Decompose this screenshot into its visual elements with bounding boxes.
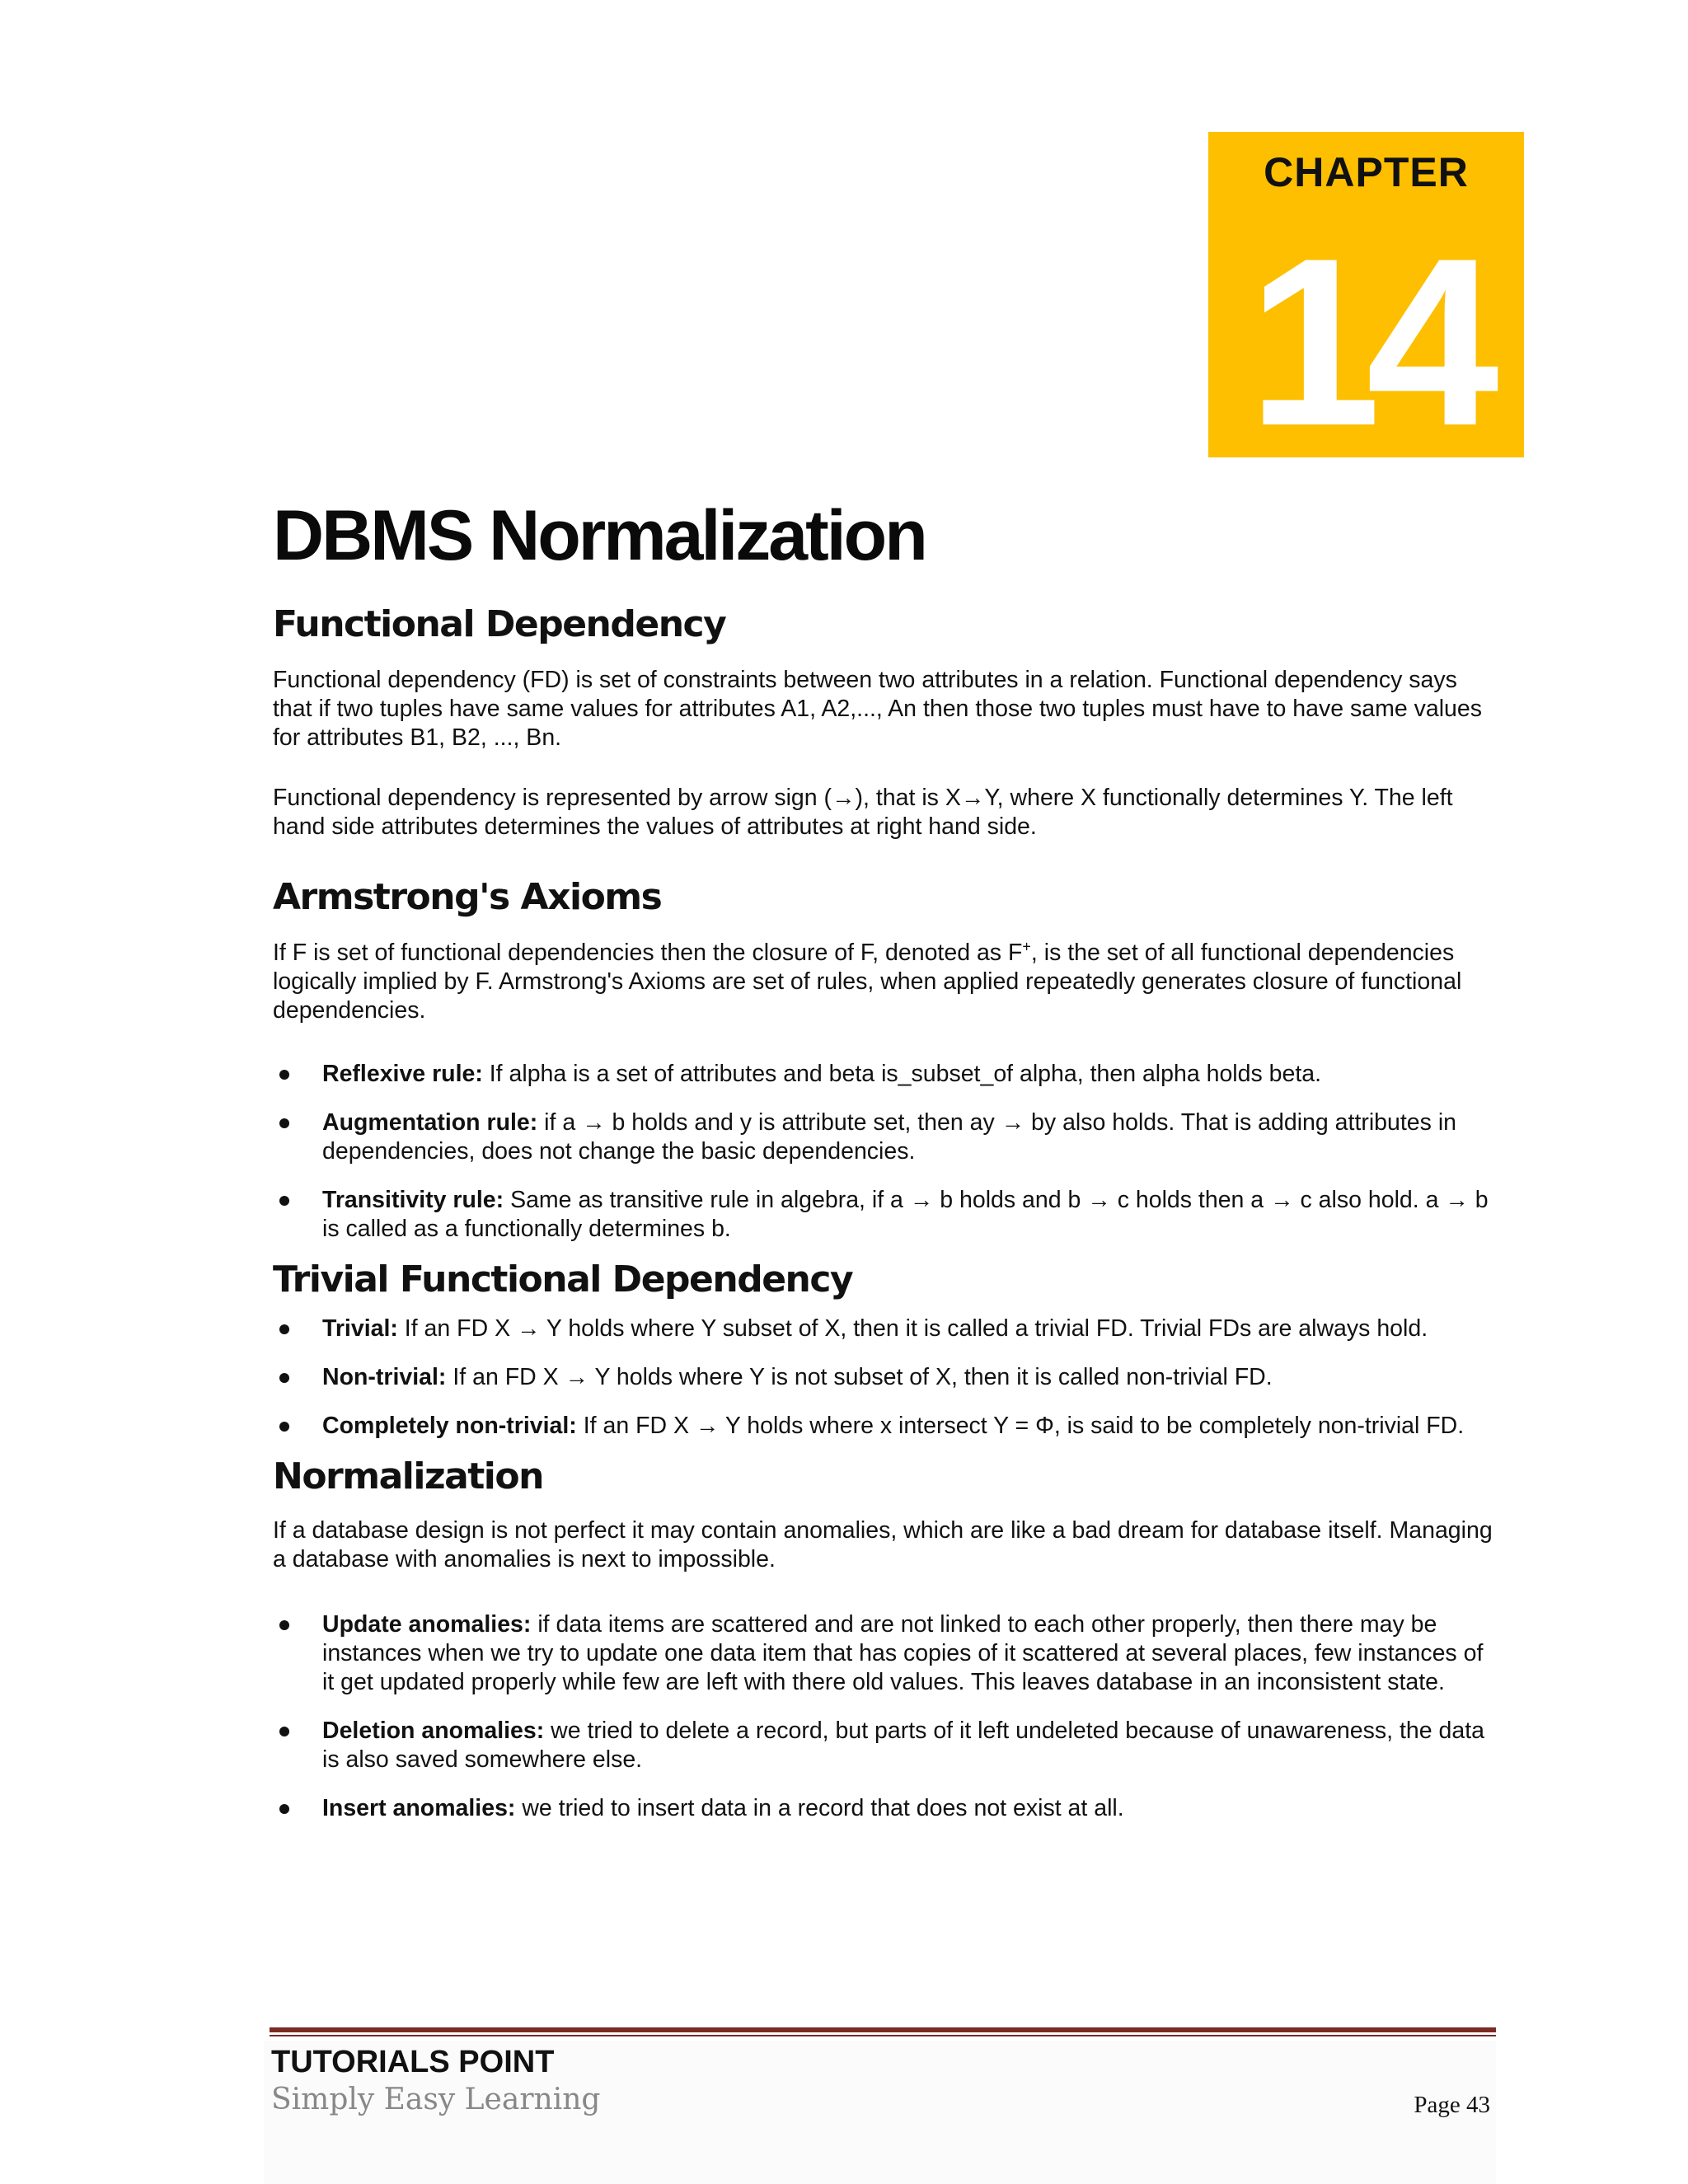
bullet-icon	[279, 1373, 289, 1383]
fd-text: If an FD X → Y holds where Y is not subset of X, then it is called non-trivial FD.	[446, 1364, 1273, 1390]
page-number: Page 43	[1414, 2092, 1490, 2118]
list-item	[273, 1315, 1493, 1343]
bullet-icon	[279, 1727, 289, 1736]
fd-term: Non-trivial:	[322, 1364, 447, 1390]
closure-superscript: +	[1022, 938, 1031, 955]
list-item	[273, 1363, 1493, 1392]
anomaly-term: Deletion anomalies:	[322, 1718, 545, 1744]
anomaly-term: Insert anomalies:	[322, 1795, 516, 1821]
fd-text: If an FD X → Y holds where x intersect Y = Φ, is said to be completely non-trivial FD.	[576, 1413, 1465, 1439]
rule-term: Augmentation rule:	[322, 1109, 538, 1136]
anomaly-term: Update anomalies:	[322, 1611, 532, 1638]
fd-paragraph-2: Functional dependency is represented by arrow sign (→), that is X→Y, where X functionally determines Y. The left hand side attributes determines the values of attributes at right hand side.	[273, 785, 1453, 840]
armstrong-rules-list	[273, 1060, 1493, 1244]
fd-paragraph-1: Functional dependency (FD) is set of constraints between two attributes in a relation. Functional dependency says that if two tuples have same values for attributes A1, A2,..., An then those two tuples must have to have same values for attributes B1, B2, ..., Bn.	[273, 667, 1482, 751]
anomalies-list	[273, 1610, 1493, 1823]
heading-functional-dependency: Functional Dependency	[273, 603, 726, 645]
list-item	[273, 1186, 1493, 1244]
footer-brand: TUTORIALS POINT	[271, 2045, 555, 2079]
trivial-fd-list	[273, 1315, 1493, 1441]
bullet-icon	[279, 1070, 289, 1080]
page-content	[273, 494, 1493, 1823]
footer-rule	[270, 2027, 1496, 2032]
fd-term: Trivial:	[322, 1315, 398, 1342]
rule-term: Reflexive rule:	[322, 1061, 483, 1087]
list-item	[273, 1060, 1493, 1089]
rule-term: Transitivity rule:	[322, 1187, 504, 1213]
rule-text: Same as transitive rule in algebra, if a → b holds and b → c holds then a → c also hold. a → b is called as a functionally determines b.	[322, 1187, 1489, 1242]
bullet-icon	[279, 1422, 289, 1432]
list-item	[273, 1717, 1493, 1774]
bullet-icon	[279, 1324, 289, 1334]
normalization-intro: If a database design is not perfect it may contain anomalies, which are like a bad dream for database itself. Managing a database with anomalies is next to impossible.	[273, 1517, 1493, 1572]
footer-rule-thin	[270, 2035, 1496, 2036]
list-item	[273, 1610, 1493, 1697]
heading-armstrongs-axioms: Armstrong's Axioms	[273, 876, 662, 918]
heading-trivial-fd: Trivial Functional Dependency	[273, 1258, 853, 1301]
fd-term: Completely non-trivial:	[322, 1413, 577, 1439]
heading-normalization: Normalization	[273, 1455, 543, 1497]
bullet-icon	[279, 1118, 289, 1128]
bullet-icon	[279, 1196, 289, 1206]
anomaly-text: if data items are scattered and are not linked to each other properly, then there may be instances when we try to update one data item that has copies of it scattered at several places, few instances of it get updated properly while few are left with there old values. This leaves database in an inconsistent state.	[322, 1611, 1484, 1695]
footer-tagline: Simply Easy Learning	[271, 2083, 601, 2116]
chapter-label: CHAPTER	[1264, 149, 1469, 195]
list-item	[273, 1108, 1493, 1166]
chapter-number: 14	[1248, 209, 1484, 457]
bullet-icon	[279, 1804, 289, 1814]
anomaly-text: we tried to delete a record, but parts of it left undeleted because of unawareness, the data is also saved somewhere else.	[322, 1718, 1484, 1773]
fd-text: If an FD X → Y holds where Y subset of X, then it is called a trivial FD. Trivial FDs are always hold.	[397, 1315, 1428, 1342]
bullet-icon	[279, 1620, 289, 1630]
rule-text: If alpha is a set of attributes and beta is_subset_of alpha, then alpha holds beta.	[482, 1061, 1322, 1087]
anomaly-text: we tried to insert data in a record that does not exist at all.	[515, 1795, 1124, 1821]
rule-text: if a → b holds and y is attribute set, then ay → by also holds. That is adding attributes in dependencies, does not change the basic dependencies.	[322, 1109, 1457, 1165]
page-title: DBMS Normalization	[273, 496, 926, 575]
chapter-badge	[1208, 132, 1524, 457]
armstrong-intro-part2: , is the set of all functional dependencies logically implied by F. Armstrong's Axioms are set of rules, when applied repeatedly generates closure of functional dependencies.	[273, 940, 1462, 1024]
list-item	[273, 1412, 1493, 1441]
list-item	[273, 1794, 1493, 1823]
armstrong-intro	[273, 939, 1493, 1025]
armstrong-intro-part1: If F is set of functional dependencies then the closure of F, denoted as F	[273, 940, 1023, 966]
